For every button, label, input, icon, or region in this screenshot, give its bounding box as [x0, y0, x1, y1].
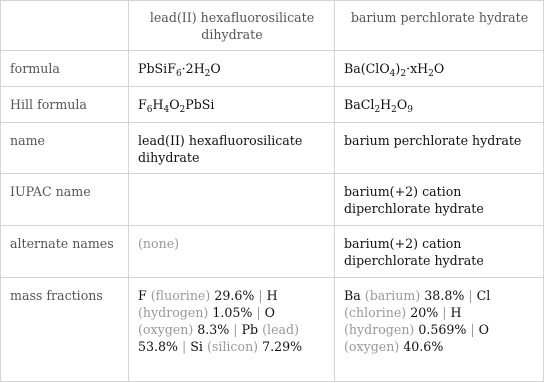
element-name: (oxygen): [138, 322, 194, 337]
name-cell-compound-2: barium perchlorate hydrate: [335, 123, 544, 174]
fraction-separator: |: [233, 322, 238, 337]
formula-subscript: 2: [204, 69, 211, 79]
formula-text: Ba(ClO: [344, 61, 390, 76]
formula-text: F: [138, 97, 147, 112]
element-symbol: O: [264, 305, 275, 320]
column-header-compound-2: barium perchlorate hydrate: [335, 1, 544, 51]
mass-fractions-cell-compound-1: [129, 278, 335, 382]
table-row: [1, 226, 544, 278]
formula-text: ·xH: [406, 61, 429, 76]
formula-subscript: 6: [175, 69, 182, 79]
formula-subscript: 4: [389, 69, 396, 79]
formula-text: O: [210, 61, 221, 76]
formula-subscript: 2: [400, 69, 407, 79]
row-label-formula: formula: [1, 51, 129, 87]
row-label-mass-fractions: mass fractions: [1, 278, 129, 382]
table-row: [1, 51, 544, 87]
table-row: [1, 174, 544, 226]
element-symbol: Si: [190, 339, 203, 354]
element-symbol: F: [138, 288, 147, 303]
fraction-value: 29.6%: [214, 288, 255, 303]
table-row: [1, 278, 544, 382]
hill-formula-cell-compound-1: [129, 87, 335, 123]
element-name: (hydrogen): [344, 322, 415, 337]
formula-text: ): [395, 61, 401, 76]
element-name: (hydrogen): [138, 305, 209, 320]
column-header-compound-1: lead(II) hexafluorosilicate dihydrate: [129, 1, 335, 51]
formula-subscript: 2: [428, 69, 434, 79]
formula-subscript: 6: [146, 105, 153, 115]
fraction-value: 8.3%: [197, 322, 230, 337]
fraction-separator: |: [182, 339, 187, 354]
row-label-hill-formula: Hill formula: [1, 87, 129, 123]
formula-text: PbSiF: [138, 61, 176, 76]
element-symbol: Ba: [344, 288, 361, 303]
fraction-separator: |: [256, 305, 261, 320]
hill-formula-cell-compound-2: [335, 87, 544, 123]
alternate-names-cell-compound-2: barium(+2) cation diperchlorate hydrate: [335, 226, 544, 278]
element-symbol: Pb: [241, 322, 259, 337]
element-name: (fluorine): [150, 288, 211, 303]
element-name: (silicon): [206, 339, 259, 354]
element-symbol: H: [266, 288, 278, 303]
corner-cell: [1, 1, 129, 51]
mass-fractions-cell-compound-2: [335, 278, 544, 382]
formula-text: ·2H: [181, 61, 205, 76]
formula-subscript: 4: [163, 105, 170, 115]
element-symbol: H: [450, 305, 462, 320]
formula-text: O: [433, 61, 445, 76]
element-name: (oxygen): [344, 339, 400, 354]
fraction-value: 20%: [410, 305, 439, 320]
formula-subscript: 2: [179, 105, 186, 115]
element-name: (lead): [262, 322, 300, 337]
element-symbol: O: [478, 322, 489, 337]
row-label-iupac-name: IUPAC name: [1, 174, 129, 226]
fraction-value: 40.6%: [403, 339, 444, 354]
formula-text: O: [169, 97, 180, 112]
fraction-separator: |: [468, 288, 473, 303]
fraction-separator: |: [470, 322, 475, 337]
formula-text: O: [396, 97, 408, 112]
fraction-value: 7.29%: [262, 339, 303, 354]
table-row: [1, 123, 544, 174]
iupac-name-cell-compound-2: barium(+2) cation diperchlorate hydrate: [335, 174, 544, 226]
formula-subscript: 9: [407, 105, 413, 115]
fraction-value: 53.8%: [138, 339, 179, 354]
formula-subscript: 2: [374, 105, 381, 115]
header-row: [1, 1, 544, 51]
alternate-names-cell-compound-1: (none): [129, 226, 335, 278]
fraction-separator: |: [442, 305, 447, 320]
fraction-value: 1.05%: [212, 305, 253, 320]
element-name: (chlorine): [344, 305, 407, 320]
formula-text: H: [152, 97, 164, 112]
element-name: (barium): [364, 288, 421, 303]
formula-subscript: 2: [391, 105, 397, 115]
fraction-value: 0.569%: [418, 322, 467, 337]
fraction-separator: |: [258, 288, 263, 303]
formula-text: PbSi: [185, 97, 215, 112]
row-label-name: name: [1, 123, 129, 174]
name-cell-compound-1: lead(II) hexafluorosilicate dihydrate: [129, 123, 335, 174]
formula-cell-compound-1: [129, 51, 335, 87]
table-row: [1, 87, 544, 123]
iupac-name-cell-compound-1: [129, 174, 335, 226]
row-label-alternate-names: alternate names: [1, 226, 129, 278]
fraction-value: 38.8%: [424, 288, 465, 303]
formula-text: BaCl: [344, 97, 375, 112]
element-symbol: Cl: [476, 288, 491, 303]
formula-text: H: [380, 97, 392, 112]
formula-cell-compound-2: [335, 51, 544, 87]
